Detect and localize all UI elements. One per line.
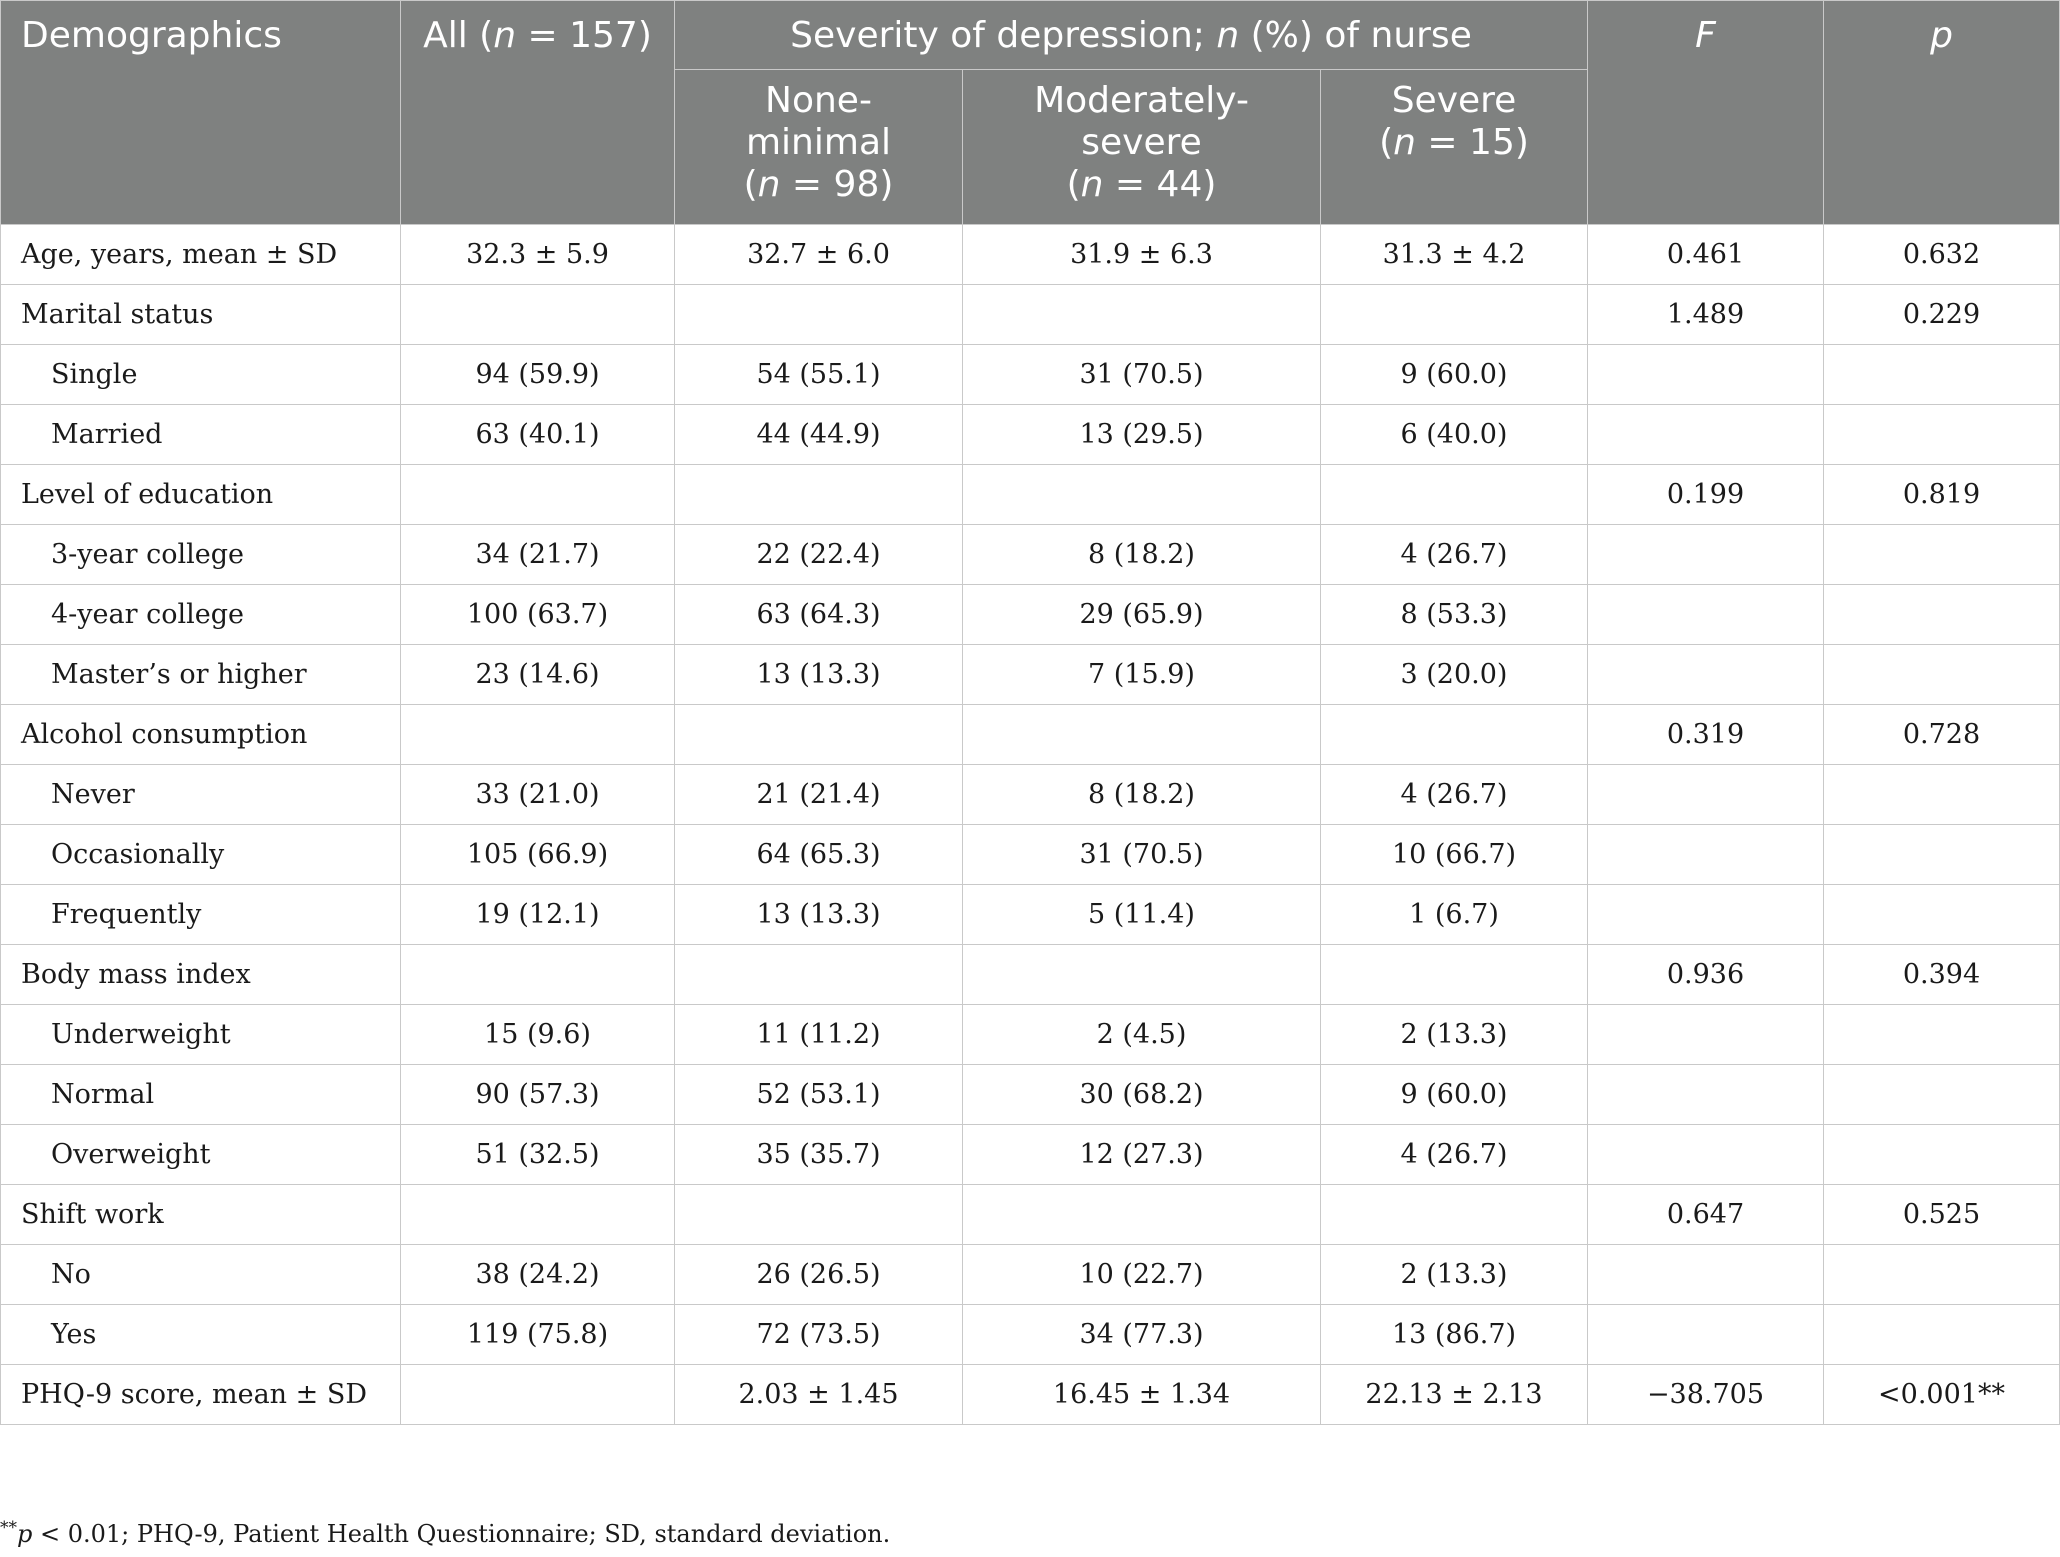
table-row <box>1 1305 2060 1365</box>
cell-severe <box>1321 465 1588 525</box>
header-severe: Severe (n = 15) <box>1321 70 1588 225</box>
row-label: Overweight <box>1 1125 401 1185</box>
cell-moderately-severe: 30 (68.2) <box>963 1065 1321 1125</box>
cell-none-minimal: 2.03 ± 1.45 <box>675 1365 963 1425</box>
table-row <box>1 465 2060 525</box>
cell-moderately-severe: 10 (22.7) <box>963 1245 1321 1305</box>
cell-severe: 4 (26.7) <box>1321 765 1588 825</box>
cell-severe: 10 (66.7) <box>1321 825 1588 885</box>
row-label: Marital status <box>1 285 401 345</box>
cell-severe: 4 (26.7) <box>1321 1125 1588 1185</box>
cell-moderately-severe: 13 (29.5) <box>963 405 1321 465</box>
cell-all: 51 (32.5) <box>401 1125 675 1185</box>
cell-p-value <box>1824 1005 2060 1065</box>
cell-severe: 2 (13.3) <box>1321 1005 1588 1065</box>
cell-severe <box>1321 705 1588 765</box>
cell-none-minimal <box>675 285 963 345</box>
cell-none-minimal: 44 (44.9) <box>675 405 963 465</box>
cell-p-value: <0.001** <box>1824 1365 2060 1425</box>
row-label: Underweight <box>1 1005 401 1065</box>
row-label: PHQ-9 score, mean ± SD <box>1 1365 401 1425</box>
row-label: Shift work <box>1 1185 401 1245</box>
cell-f-statistic <box>1588 1005 1824 1065</box>
table-row <box>1 645 2060 705</box>
row-label: Never <box>1 765 401 825</box>
cell-p-value <box>1824 525 2060 585</box>
cell-f-statistic <box>1588 525 1824 585</box>
cell-f-statistic <box>1588 1065 1824 1125</box>
cell-all: 23 (14.6) <box>401 645 675 705</box>
cell-moderately-severe <box>963 465 1321 525</box>
header-p-value: p <box>1824 1 2060 225</box>
cell-f-statistic: 0.199 <box>1588 465 1824 525</box>
cell-all: 100 (63.7) <box>401 585 675 645</box>
cell-severe: 31.3 ± 4.2 <box>1321 225 1588 285</box>
header-all: All (n = 157) <box>401 1 675 225</box>
cell-moderately-severe: 7 (15.9) <box>963 645 1321 705</box>
cell-all: 105 (66.9) <box>401 825 675 885</box>
table-row <box>1 1005 2060 1065</box>
cell-moderately-severe: 31.9 ± 6.3 <box>963 225 1321 285</box>
cell-none-minimal: 13 (13.3) <box>675 885 963 945</box>
cell-severe: 9 (60.0) <box>1321 345 1588 405</box>
table-row <box>1 345 2060 405</box>
table-row <box>1 1125 2060 1185</box>
cell-moderately-severe: 16.45 ± 1.34 <box>963 1365 1321 1425</box>
cell-none-minimal: 11 (11.2) <box>675 1005 963 1065</box>
cell-p-value <box>1824 345 2060 405</box>
cell-p-value <box>1824 405 2060 465</box>
row-label: Yes <box>1 1305 401 1365</box>
table-row <box>1 765 2060 825</box>
cell-none-minimal <box>675 1185 963 1245</box>
header-row-1 <box>1 1 2060 70</box>
cell-f-statistic <box>1588 1125 1824 1185</box>
table-row <box>1 705 2060 765</box>
cell-all <box>401 705 675 765</box>
table-row <box>1 945 2060 1005</box>
cell-all <box>401 945 675 1005</box>
table-body <box>1 225 2060 1425</box>
cell-none-minimal: 13 (13.3) <box>675 645 963 705</box>
header-severity-group: Severity of depression; n (%) of nurse <box>675 1 1588 70</box>
cell-moderately-severe: 8 (18.2) <box>963 525 1321 585</box>
cell-none-minimal: 32.7 ± 6.0 <box>675 225 963 285</box>
cell-p-value: 0.819 <box>1824 465 2060 525</box>
cell-moderately-severe: 8 (18.2) <box>963 765 1321 825</box>
cell-p-value <box>1824 885 2060 945</box>
cell-f-statistic: 0.936 <box>1588 945 1824 1005</box>
table-row <box>1 225 2060 285</box>
cell-moderately-severe <box>963 1185 1321 1245</box>
cell-all: 38 (24.2) <box>401 1245 675 1305</box>
cell-p-value: 0.632 <box>1824 225 2060 285</box>
cell-f-statistic: 0.319 <box>1588 705 1824 765</box>
cell-none-minimal <box>675 705 963 765</box>
cell-all <box>401 285 675 345</box>
cell-all <box>401 1185 675 1245</box>
row-label: Normal <box>1 1065 401 1125</box>
cell-all: 34 (21.7) <box>401 525 675 585</box>
cell-moderately-severe <box>963 285 1321 345</box>
cell-severe: 3 (20.0) <box>1321 645 1588 705</box>
cell-moderately-severe: 29 (65.9) <box>963 585 1321 645</box>
table-footnote: **p < 0.01; PHQ-9, Patient Health Questionnaire; SD, standard deviation. <box>0 1518 891 1548</box>
table-row <box>1 1185 2060 1245</box>
cell-moderately-severe: 31 (70.5) <box>963 345 1321 405</box>
cell-p-value <box>1824 1065 2060 1125</box>
cell-f-statistic <box>1588 885 1824 945</box>
cell-f-statistic <box>1588 405 1824 465</box>
table-row <box>1 885 2060 945</box>
row-label: Age, years, mean ± SD <box>1 225 401 285</box>
cell-p-value <box>1824 1245 2060 1305</box>
row-label: Married <box>1 405 401 465</box>
cell-f-statistic <box>1588 345 1824 405</box>
cell-severe <box>1321 1185 1588 1245</box>
cell-none-minimal: 54 (55.1) <box>675 345 963 405</box>
cell-f-statistic: −38.705 <box>1588 1365 1824 1425</box>
cell-none-minimal: 22 (22.4) <box>675 525 963 585</box>
header-demographics: Demographics <box>1 1 401 225</box>
cell-all: 19 (12.1) <box>401 885 675 945</box>
cell-severe: 4 (26.7) <box>1321 525 1588 585</box>
cell-p-value <box>1824 1305 2060 1365</box>
cell-f-statistic <box>1588 645 1824 705</box>
cell-severe: 22.13 ± 2.13 <box>1321 1365 1588 1425</box>
header-moderately-severe: Moderately- severe (n = 44) <box>963 70 1321 225</box>
row-label: Single <box>1 345 401 405</box>
cell-all: 32.3 ± 5.9 <box>401 225 675 285</box>
cell-all: 94 (59.9) <box>401 345 675 405</box>
cell-none-minimal: 63 (64.3) <box>675 585 963 645</box>
cell-f-statistic <box>1588 1245 1824 1305</box>
cell-all: 33 (21.0) <box>401 765 675 825</box>
cell-p-value: 0.728 <box>1824 705 2060 765</box>
cell-none-minimal: 26 (26.5) <box>675 1245 963 1305</box>
cell-all: 119 (75.8) <box>401 1305 675 1365</box>
cell-moderately-severe <box>963 945 1321 1005</box>
header-f-statistic: F <box>1588 1 1824 225</box>
cell-severe: 1 (6.7) <box>1321 885 1588 945</box>
row-label: 3-year college <box>1 525 401 585</box>
table-row <box>1 285 2060 345</box>
row-label: No <box>1 1245 401 1305</box>
table-row <box>1 405 2060 465</box>
cell-severe: 13 (86.7) <box>1321 1305 1588 1365</box>
cell-p-value <box>1824 1125 2060 1185</box>
table-row <box>1 1245 2060 1305</box>
table-row <box>1 585 2060 645</box>
cell-f-statistic <box>1588 1305 1824 1365</box>
cell-all <box>401 465 675 525</box>
cell-severe: 6 (40.0) <box>1321 405 1588 465</box>
table-row <box>1 825 2060 885</box>
cell-f-statistic: 1.489 <box>1588 285 1824 345</box>
table-row <box>1 525 2060 585</box>
cell-p-value <box>1824 765 2060 825</box>
cell-all <box>401 1365 675 1425</box>
cell-severe <box>1321 285 1588 345</box>
table-row <box>1 1065 2060 1125</box>
cell-moderately-severe <box>963 705 1321 765</box>
row-label: Occasionally <box>1 825 401 885</box>
row-label: Alcohol consumption <box>1 705 401 765</box>
cell-none-minimal: 52 (53.1) <box>675 1065 963 1125</box>
cell-none-minimal <box>675 465 963 525</box>
cell-p-value <box>1824 585 2060 645</box>
table-row <box>1 1365 2060 1425</box>
cell-severe: 2 (13.3) <box>1321 1245 1588 1305</box>
cell-moderately-severe: 34 (77.3) <box>963 1305 1321 1365</box>
cell-severe <box>1321 945 1588 1005</box>
row-label: Master’s or higher <box>1 645 401 705</box>
cell-f-statistic <box>1588 585 1824 645</box>
cell-none-minimal <box>675 945 963 1005</box>
table-header <box>1 1 2060 225</box>
cell-all: 63 (40.1) <box>401 405 675 465</box>
row-label: Body mass index <box>1 945 401 1005</box>
cell-p-value <box>1824 825 2060 885</box>
cell-severe: 9 (60.0) <box>1321 1065 1588 1125</box>
cell-p-value: 0.525 <box>1824 1185 2060 1245</box>
cell-p-value: 0.394 <box>1824 945 2060 1005</box>
row-label: Frequently <box>1 885 401 945</box>
row-label: 4-year college <box>1 585 401 645</box>
cell-all: 90 (57.3) <box>401 1065 675 1125</box>
cell-severe: 8 (53.3) <box>1321 585 1588 645</box>
header-none-minimal: None- minimal (n = 98) <box>675 70 963 225</box>
cell-none-minimal: 35 (35.7) <box>675 1125 963 1185</box>
cell-none-minimal: 64 (65.3) <box>675 825 963 885</box>
cell-f-statistic <box>1588 765 1824 825</box>
row-label: Level of education <box>1 465 401 525</box>
cell-none-minimal: 72 (73.5) <box>675 1305 963 1365</box>
cell-all: 15 (9.6) <box>401 1005 675 1065</box>
cell-f-statistic: 0.461 <box>1588 225 1824 285</box>
cell-moderately-severe: 5 (11.4) <box>963 885 1321 945</box>
cell-f-statistic: 0.647 <box>1588 1185 1824 1245</box>
cell-moderately-severe: 31 (70.5) <box>963 825 1321 885</box>
cell-moderately-severe: 12 (27.3) <box>963 1125 1321 1185</box>
cell-f-statistic <box>1588 825 1824 885</box>
cell-none-minimal: 21 (21.4) <box>675 765 963 825</box>
cell-moderately-severe: 2 (4.5) <box>963 1005 1321 1065</box>
cell-p-value <box>1824 645 2060 705</box>
cell-p-value: 0.229 <box>1824 285 2060 345</box>
